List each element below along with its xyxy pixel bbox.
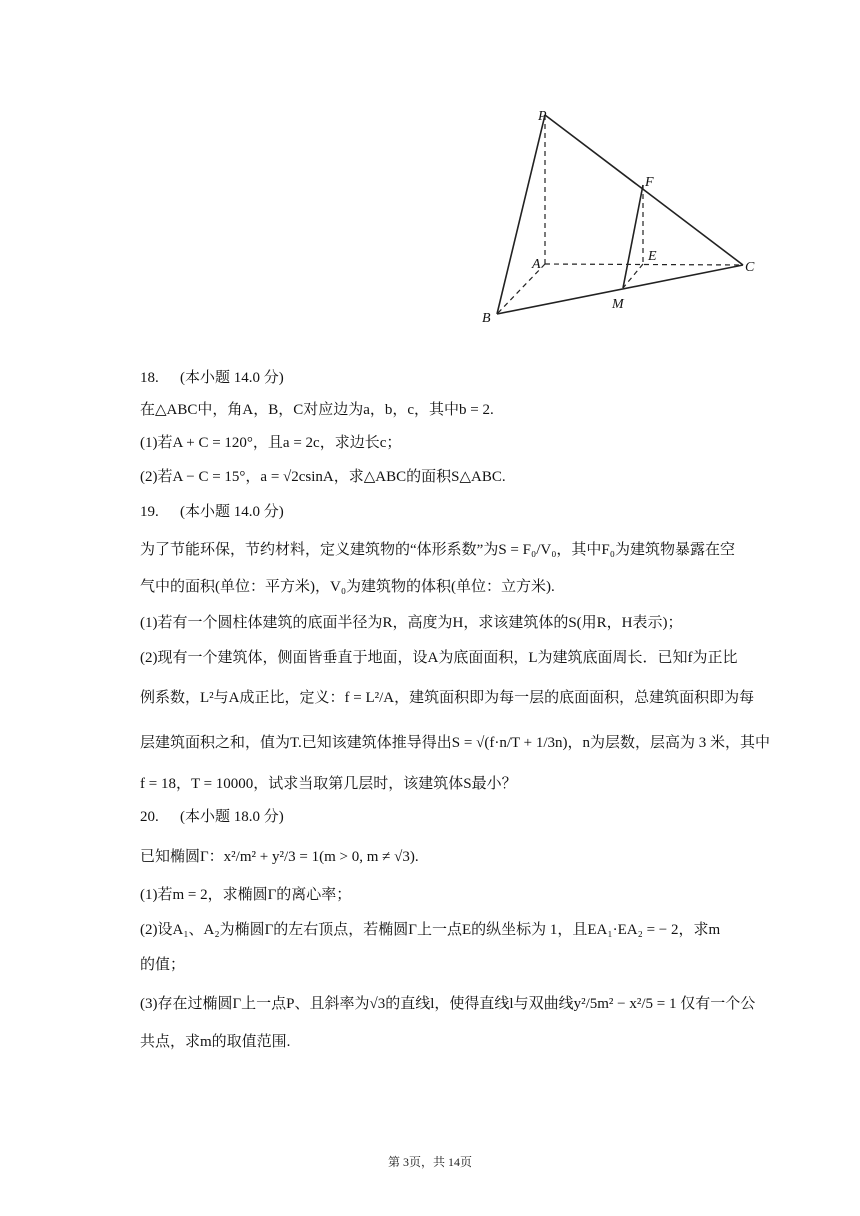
label-A: A bbox=[532, 257, 541, 272]
pyramid-figure bbox=[470, 100, 770, 330]
q19-line1: 为了节能环保，节约材料，定义建筑物的“体形系数”为S = F₀/V₀，其中F₀为建筑物暴露在空 bbox=[140, 542, 735, 558]
q19-line2: 气中的面积(单位：平方米)，V₀为建筑物的体积(单位：立方米). bbox=[140, 579, 555, 595]
q19-number: 19. bbox=[140, 504, 159, 520]
q20-part1: (1)若m = 2，求椭圆Γ的离心率； bbox=[140, 887, 352, 903]
label-F: F bbox=[645, 175, 654, 190]
label-C: C bbox=[745, 260, 755, 275]
q20-part2-line2: 的值； bbox=[140, 957, 186, 973]
edge-PB bbox=[497, 115, 545, 314]
edge-PC bbox=[545, 115, 743, 265]
q18-number: 18. bbox=[140, 370, 159, 386]
q18-points: (本小题 14.0 分) bbox=[180, 370, 284, 386]
q18-header bbox=[140, 368, 284, 388]
q19-part2-line2: 例系数，L²与A成正比，定义：f = L²/A，建筑面积即为每一层的底面面积，总建筑面积即为每 bbox=[140, 690, 755, 706]
q19-part1: (1)若有一个圆柱体建筑的底面半径为R，高度为H，求该建筑体的S(用R，H表示)； bbox=[140, 615, 683, 631]
q18-part2: (2)若A − C = 15°，a = √2csinA，求△ABC的面积S△ABC. bbox=[140, 469, 506, 485]
edge-AC bbox=[545, 264, 743, 265]
q19-part2-line1: (2)现有一个建筑体，侧面皆垂直于地面，设A为底面面积，L为建筑底面周长．已知f为正比 bbox=[140, 650, 738, 666]
q18-stem: 在△ABC中，角A，B，C对应边为a，b，c，其中b = 2. bbox=[140, 402, 494, 418]
q20-part3-line2: 共点，求m的取值范围. bbox=[140, 1034, 291, 1050]
label-P: P bbox=[538, 109, 547, 124]
q20-part3-line1: (3)存在过椭圆Γ上一点P、且斜率为√3的直线l，使得直线l与双曲线y²/5m² − x²/5 = 1 仅有一个公 bbox=[140, 996, 756, 1012]
q19-part2-line3: 层建筑面积之和，值为T.已知该建筑体推导得出S = √(f·n/T + 1/3n)，n为层数，层高为 3 米，其中 bbox=[140, 735, 771, 751]
q20-header bbox=[140, 807, 284, 827]
label-M: M bbox=[612, 297, 624, 312]
q20-points: (本小题 18.0 分) bbox=[180, 809, 284, 825]
q19-header bbox=[140, 502, 284, 522]
page-footer: 第 3页，共 14页 bbox=[387, 1155, 472, 1169]
label-E: E bbox=[648, 249, 657, 264]
q19-points: (本小题 14.0 分) bbox=[180, 504, 284, 520]
label-B: B bbox=[482, 311, 491, 326]
q20-number: 20. bbox=[140, 809, 159, 825]
q20-part2-line1: (2)设A₁、A₂为椭圆Γ的左右顶点，若椭圆Γ上一点E的纵坐标为 1，且EA₁·EA₂ = − 2，求m bbox=[140, 922, 721, 938]
q19-part2-line4: f = 18，T = 10000，试求当取第几层时，该建筑体S最小？ bbox=[140, 776, 517, 792]
q18-part1: (1)若A + C = 120°，且a = 2c，求边长c； bbox=[140, 435, 402, 451]
q20-stem: 已知椭圆Γ：x²/m² + y²/3 = 1(m > 0, m ≠ √3). bbox=[140, 849, 419, 865]
edge-FM bbox=[623, 185, 643, 288]
